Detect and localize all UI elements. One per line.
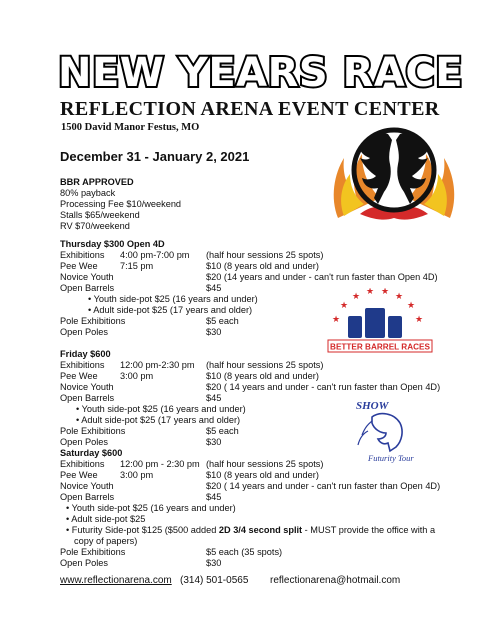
better-barrel-races-logo-icon — [318, 288, 442, 360]
svg-text:★: ★ — [332, 315, 341, 325]
row-label: Pole Exhibitions — [60, 316, 126, 326]
row-label: Pee Wee — [60, 261, 98, 271]
stalls-fee-text: Stalls $65/weekend — [60, 210, 140, 220]
row-note: $20 (14 years and under - can't run faster than Open 4D) — [206, 272, 438, 282]
payback-text: 80% payback — [60, 188, 116, 198]
bbr-logo-text: BETTER BARREL RACES — [330, 342, 430, 352]
friday-exhibitions-row — [60, 360, 324, 371]
svg-text:★: ★ — [366, 288, 375, 297]
friday-pole-exhibitions-row — [60, 426, 239, 437]
friday-novice-row — [60, 382, 441, 393]
friday-heading: Friday $600 — [60, 349, 111, 359]
venue-name: REFLECTION ARENA EVENT CENTER — [60, 98, 440, 120]
website-link[interactable]: www.reflectionarena.com — [60, 575, 172, 586]
row-label: Exhibitions — [60, 250, 105, 260]
saturday-open-poles-row — [60, 558, 222, 569]
friday-peewee-row — [60, 371, 319, 382]
row-time: 12:00 pm - 2:30 pm — [120, 459, 200, 469]
row-note: $20 ( 14 years and under - can't run faster than Open 4D) — [206, 382, 441, 392]
saturday-futurity-sidepot: • Futurity Side-pot $125 ($500 added 2D 3/4 second split - MUST provide the office with a — [66, 525, 436, 535]
saturday-adult-sidepot: • Adult side-pot $25 — [66, 514, 146, 524]
thursday-peewee-row — [60, 261, 319, 272]
thursday-pole-exhibitions-row — [60, 316, 239, 327]
saturday-novice-row — [60, 481, 441, 492]
thursday-novice-row — [60, 272, 438, 283]
saturday-youth-sidepot: • Youth side-pot $25 (16 years and under) — [66, 503, 236, 513]
sidepot-text: Adult side-pot $25 — [71, 514, 146, 524]
sidepot-text: Youth side-pot $25 (16 years and under) — [93, 294, 258, 304]
thursday-youth-sidepot: • Youth side-pot $25 (16 years and under) — [88, 294, 258, 304]
horse-head-icon — [372, 414, 402, 451]
sidepot-text: Youth side-pot $25 (16 years and under) — [71, 503, 236, 513]
row-time: 7:15 pm — [120, 261, 154, 271]
sidepot-text: Youth side-pot $25 (16 years and under) — [81, 404, 246, 414]
thursday-exhibitions-row — [60, 250, 324, 261]
row-fee: $30 — [206, 327, 222, 337]
futurity-split-text: 2D 3/4 second split — [218, 525, 303, 535]
row-note: (half hour sessions 25 spots) — [206, 250, 324, 260]
row-label: Novice Youth — [60, 272, 114, 282]
svg-text:★: ★ — [415, 315, 424, 325]
row-note: (half hour sessions 25 spots) — [206, 459, 324, 469]
row-label: Open Barrels — [60, 393, 115, 403]
row-label: Pole Exhibitions — [60, 547, 126, 557]
row-fee: $5 each — [206, 426, 239, 436]
row-label: Exhibitions — [60, 360, 105, 370]
futurity-tour-logo-text: Futurity Tour — [368, 453, 414, 463]
row-fee: $5 each (35 spots) — [206, 547, 283, 557]
row-fee: $30 — [206, 558, 222, 568]
event-dates: December 31 - January 2, 2021 — [60, 149, 250, 164]
saturday-barrels-row — [60, 492, 222, 503]
row-note: (half hour sessions 25 spots) — [206, 360, 324, 370]
row-label: Open Poles — [60, 437, 109, 447]
sidepot-text: Adult side-pot $25 (17 years and older) — [81, 415, 241, 425]
futurity-text: Futurity Side-pot $125 ($500 added — [71, 525, 219, 535]
row-label: Novice Youth — [60, 382, 114, 392]
row-fee: $5 each — [206, 316, 239, 326]
saturday-futurity-continuation: copy of papers) — [74, 536, 138, 546]
saturday-exhibitions-row — [60, 459, 324, 470]
row-fee: $30 — [206, 437, 222, 447]
row-label: Pole Exhibitions — [60, 426, 126, 436]
show-futurity-tour-logo-icon — [350, 395, 426, 471]
row-label: Novice Youth — [60, 481, 114, 491]
row-label: Pee Wee — [60, 470, 98, 480]
horse-flame-logo-icon — [330, 118, 458, 228]
event-banner-title: NEW YEARS RACE — [58, 50, 464, 96]
saturday-heading: Saturday $600 — [60, 448, 123, 458]
row-label: Open Poles — [60, 558, 109, 568]
show-logo-text: SHOW — [356, 400, 389, 412]
row-time: 12:00 pm-2:30 pm — [120, 360, 195, 370]
friday-youth-sidepot: • Youth side-pot $25 (16 years and under) — [76, 404, 246, 414]
thursday-open-poles-row — [60, 327, 222, 338]
row-time: 3:00 pm — [120, 371, 154, 381]
row-note: $20 ( 14 years and under - can't run faster than Open 4D) — [206, 481, 441, 491]
row-fee: $45 — [206, 492, 222, 502]
row-note: $10 (8 years old and under) — [206, 371, 319, 381]
saturday-pole-exhibitions-row — [60, 547, 283, 558]
phone-number: (314) 501-0565 — [180, 575, 249, 586]
venue-address: 1500 David Manor Festus, MO — [61, 122, 200, 133]
thursday-barrels-row — [60, 283, 222, 294]
thursday-adult-sidepot: • Adult side-pot $25 (17 years and older) — [88, 305, 253, 315]
svg-text:★: ★ — [381, 288, 390, 297]
saturday-peewee-row — [60, 470, 319, 481]
friday-adult-sidepot: • Adult side-pot $25 (17 years and older) — [76, 415, 241, 425]
bbr-approved-label: BBR APPROVED — [60, 177, 134, 187]
svg-text:★: ★ — [407, 301, 416, 311]
row-label: Open Poles — [60, 327, 109, 337]
row-note: $10 (8 years old and under) — [206, 470, 319, 480]
row-time: 4:00 pm-7:00 pm — [120, 250, 190, 260]
email-address[interactable]: reflectionarena@hotmail.com — [270, 575, 401, 586]
svg-text:★: ★ — [395, 292, 404, 302]
futurity-requirement-text: - MUST provide the office with a — [302, 525, 436, 535]
row-time: 3:00 pm — [120, 470, 154, 480]
sidepot-text: Adult side-pot $25 (17 years and older) — [93, 305, 253, 315]
rv-fee-text: RV $70/weekend — [60, 221, 130, 231]
friday-open-poles-row — [60, 437, 222, 448]
row-label: Pee Wee — [60, 371, 98, 381]
row-label: Open Barrels — [60, 283, 115, 293]
thursday-heading: Thursday $300 Open 4D — [60, 239, 165, 249]
svg-text:★: ★ — [340, 301, 349, 311]
friday-barrels-row — [60, 393, 222, 404]
row-label: Open Barrels — [60, 492, 115, 502]
barrels-icon — [348, 308, 402, 338]
row-note: $10 (8 years old and under) — [206, 261, 319, 271]
row-fee: $45 — [206, 283, 222, 293]
svg-text:★: ★ — [352, 292, 361, 302]
row-fee: $45 — [206, 393, 222, 403]
processing-fee-text: Processing Fee $10/weekend — [60, 199, 182, 209]
row-label: Exhibitions — [60, 459, 105, 469]
